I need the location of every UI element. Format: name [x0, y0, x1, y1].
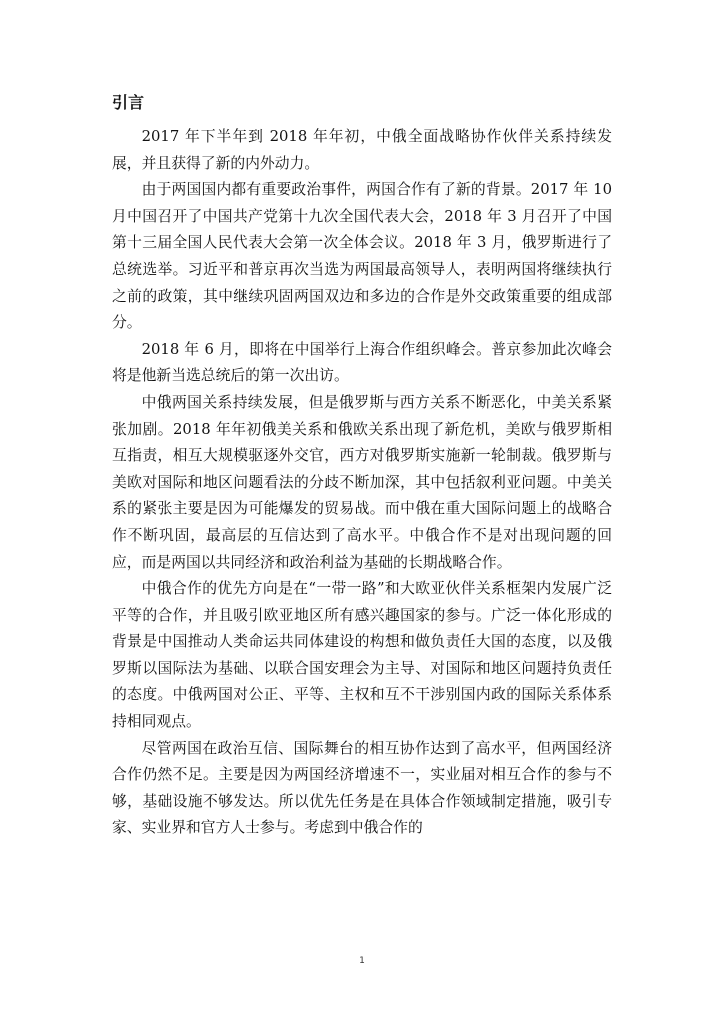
paragraph: 尽管两国在政治互信、国际舞台的相互协作达到了高水平，但两国经济合作仍然不足。主要是因为两国经济增速不一，实业届对相互合作的参与不够，基础设施不够发达。所以优先任务是在具体合作领域制定措施，吸引专家、实业界和官方人士参与。考虑到中俄合作的: [112, 739, 612, 837]
paragraph: 中俄两国关系持续发展，但是俄罗斯与西方关系不断恶化，中美关系紧张加剧。2018 年年初俄美关系和俄欧关系出现了新危机，美欧与俄罗斯相互指责，相互大规模驱逐外交官，西方对俄罗斯实施新一轮制裁。俄罗斯与美欧对国际和地区问题看法的分歧不断加深，其中包括叙利亚问题。中美关系的紧张主要是因为可能爆发的贸易战。而中俄在重大国际问题上的战略合作不断巩固，最高层的互信达到了高水平。中俄合作不是对出现问题的回应，而是两国以共同经济和政治利益为基础的长期战略合作。: [112, 393, 612, 571]
body-text: [112, 124, 612, 842]
page-number: 1: [359, 956, 365, 966]
paragraph: 2017 年下半年到 2018 年年初，中俄全面战略协作伙伴关系持续发展，并且获得了新的内外动力。: [112, 128, 612, 172]
paragraph: 2018 年 6 月，即将在中国举行上海合作组织峰会。普京参加此次峰会将是他新当选总统后的第一次出访。: [112, 340, 612, 385]
paragraph: 由于两国国内都有重要政治事件，两国合作有了新的背景。2017 年 10 月中国召开了中国共产党第十九次全国代表大会，2018 年 3 月召开了中国第十三届全国人民代表大会第一次全体会议。2018 年 3 月，俄罗斯进行了总统选举。习近平和普京再次当选为两国最高领导人，表明两国将继续执行之前的政策，其中继续巩固两国双边和多边的合作是外交政策重要的组成部分。: [112, 181, 612, 332]
paragraph: 中俄合作的优先方向是在“一带一路”和大欧亚伙伴关系框架内发展广泛平等的合作，并且吸引欧亚地区所有感兴趣国家的参与。广泛一体化形成的背景是中国推动人类命运共同体建设的构想和做负责任大国的态度，以及俄罗斯以国际法为基础、以联合国安理会为主导、对国际和地区问题持负责任的态度。中俄两国对公正、平等、主权和互不干涉别国内政的国际关系体系持相同观点。: [112, 580, 612, 731]
section-heading: 引言: [112, 93, 145, 112]
